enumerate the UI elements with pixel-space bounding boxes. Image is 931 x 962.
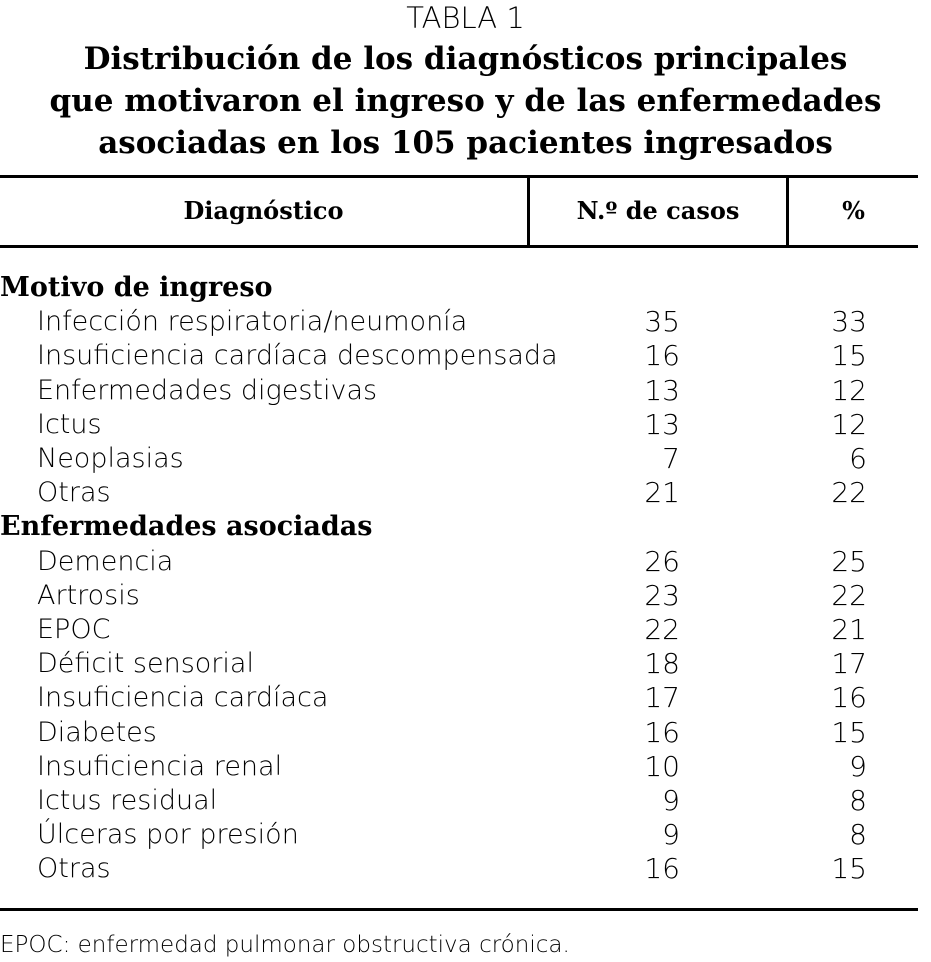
row-percent: 25 [831, 545, 867, 578]
row-label: Artrosis [37, 580, 140, 611]
row-percent: 15 [831, 339, 867, 372]
table-row [0, 750, 918, 784]
row-cases: 26 [644, 545, 680, 578]
header-rule [0, 245, 918, 248]
caption-line-3: asociadas en los 105 pacientes ingresados [98, 125, 833, 161]
row-label: Diabetes [37, 717, 157, 748]
row-label: Infección respiratoria/neumonía [37, 306, 468, 337]
header-casos: N.º de casos [576, 196, 740, 225]
row-percent: 8 [849, 784, 867, 817]
row-cases: 13 [644, 408, 680, 441]
row-cases: 9 [662, 818, 680, 851]
row-label: Otras [37, 477, 111, 508]
row-percent: 22 [831, 476, 867, 509]
table-row [0, 852, 918, 886]
row-cases: 16 [644, 852, 680, 885]
row-cases: 23 [644, 579, 680, 612]
row-cases: 18 [644, 647, 680, 680]
section-title: Enfermedades asociadas [0, 511, 373, 542]
row-label: Déficit sensorial [37, 648, 254, 679]
table-row [0, 681, 918, 715]
caption-line-1: Distribución de los diagnósticos principales [83, 41, 848, 77]
row-cases: 21 [644, 476, 680, 509]
row-percent: 8 [849, 818, 867, 851]
table-row [0, 408, 918, 442]
table-row [0, 579, 918, 613]
caption-line-2: que motivaron el ingreso y de las enfermedades [49, 83, 882, 119]
row-label: Otras [37, 853, 111, 884]
row-label: Demencia [37, 546, 174, 577]
row-label: Ictus residual [37, 785, 218, 816]
table-row [0, 305, 918, 339]
row-label: Insuficiencia cardíaca descompensada [37, 340, 558, 371]
row-percent: 6 [849, 442, 867, 475]
row-percent: 33 [831, 305, 867, 338]
row-label: Ictus [37, 409, 102, 440]
row-percent: 22 [831, 579, 867, 612]
row-percent: 15 [831, 716, 867, 749]
row-percent: 15 [831, 852, 867, 885]
table-row [0, 339, 918, 373]
row-label: Enfermedades digestivas [37, 375, 378, 406]
row-cases: 17 [644, 681, 680, 714]
top-rule [0, 175, 918, 178]
bottom-rule [0, 908, 918, 911]
row-percent: 17 [831, 647, 867, 680]
table-row [0, 716, 918, 750]
table-caption [0, 38, 931, 164]
table-row [0, 784, 918, 818]
row-percent: 12 [831, 408, 867, 441]
row-cases: 16 [644, 716, 680, 749]
row-percent: 21 [831, 613, 867, 646]
table-row [0, 818, 918, 852]
row-cases: 22 [644, 613, 680, 646]
table-row [0, 374, 918, 408]
table-row [0, 545, 918, 579]
header-percent: % [842, 196, 865, 225]
row-label: EPOC [37, 614, 111, 645]
table-row [0, 442, 918, 476]
row-cases: 16 [644, 339, 680, 372]
row-label: Insuficiencia cardíaca [37, 682, 329, 713]
header-diagnostico: Diagnóstico [183, 196, 344, 225]
table-label: TABLA 1 [406, 1, 525, 35]
row-percent: 16 [831, 681, 867, 714]
footnote: EPOC: enfermedad pulmonar obstructiva crónica. [0, 932, 570, 958]
row-label: Neoplasias [37, 443, 184, 474]
section-title: Motivo de ingreso [0, 272, 273, 303]
row-percent: 9 [849, 750, 867, 783]
row-cases: 10 [644, 750, 680, 783]
row-cases: 9 [662, 784, 680, 817]
row-cases: 13 [644, 374, 680, 407]
row-percent: 12 [831, 374, 867, 407]
row-cases: 7 [662, 442, 680, 475]
row-label: Úlceras por presión [37, 819, 299, 850]
table-row [0, 476, 918, 510]
row-label: Insuficiencia renal [37, 751, 283, 782]
table-row [0, 647, 918, 681]
row-cases: 35 [644, 305, 680, 338]
table-row [0, 613, 918, 647]
